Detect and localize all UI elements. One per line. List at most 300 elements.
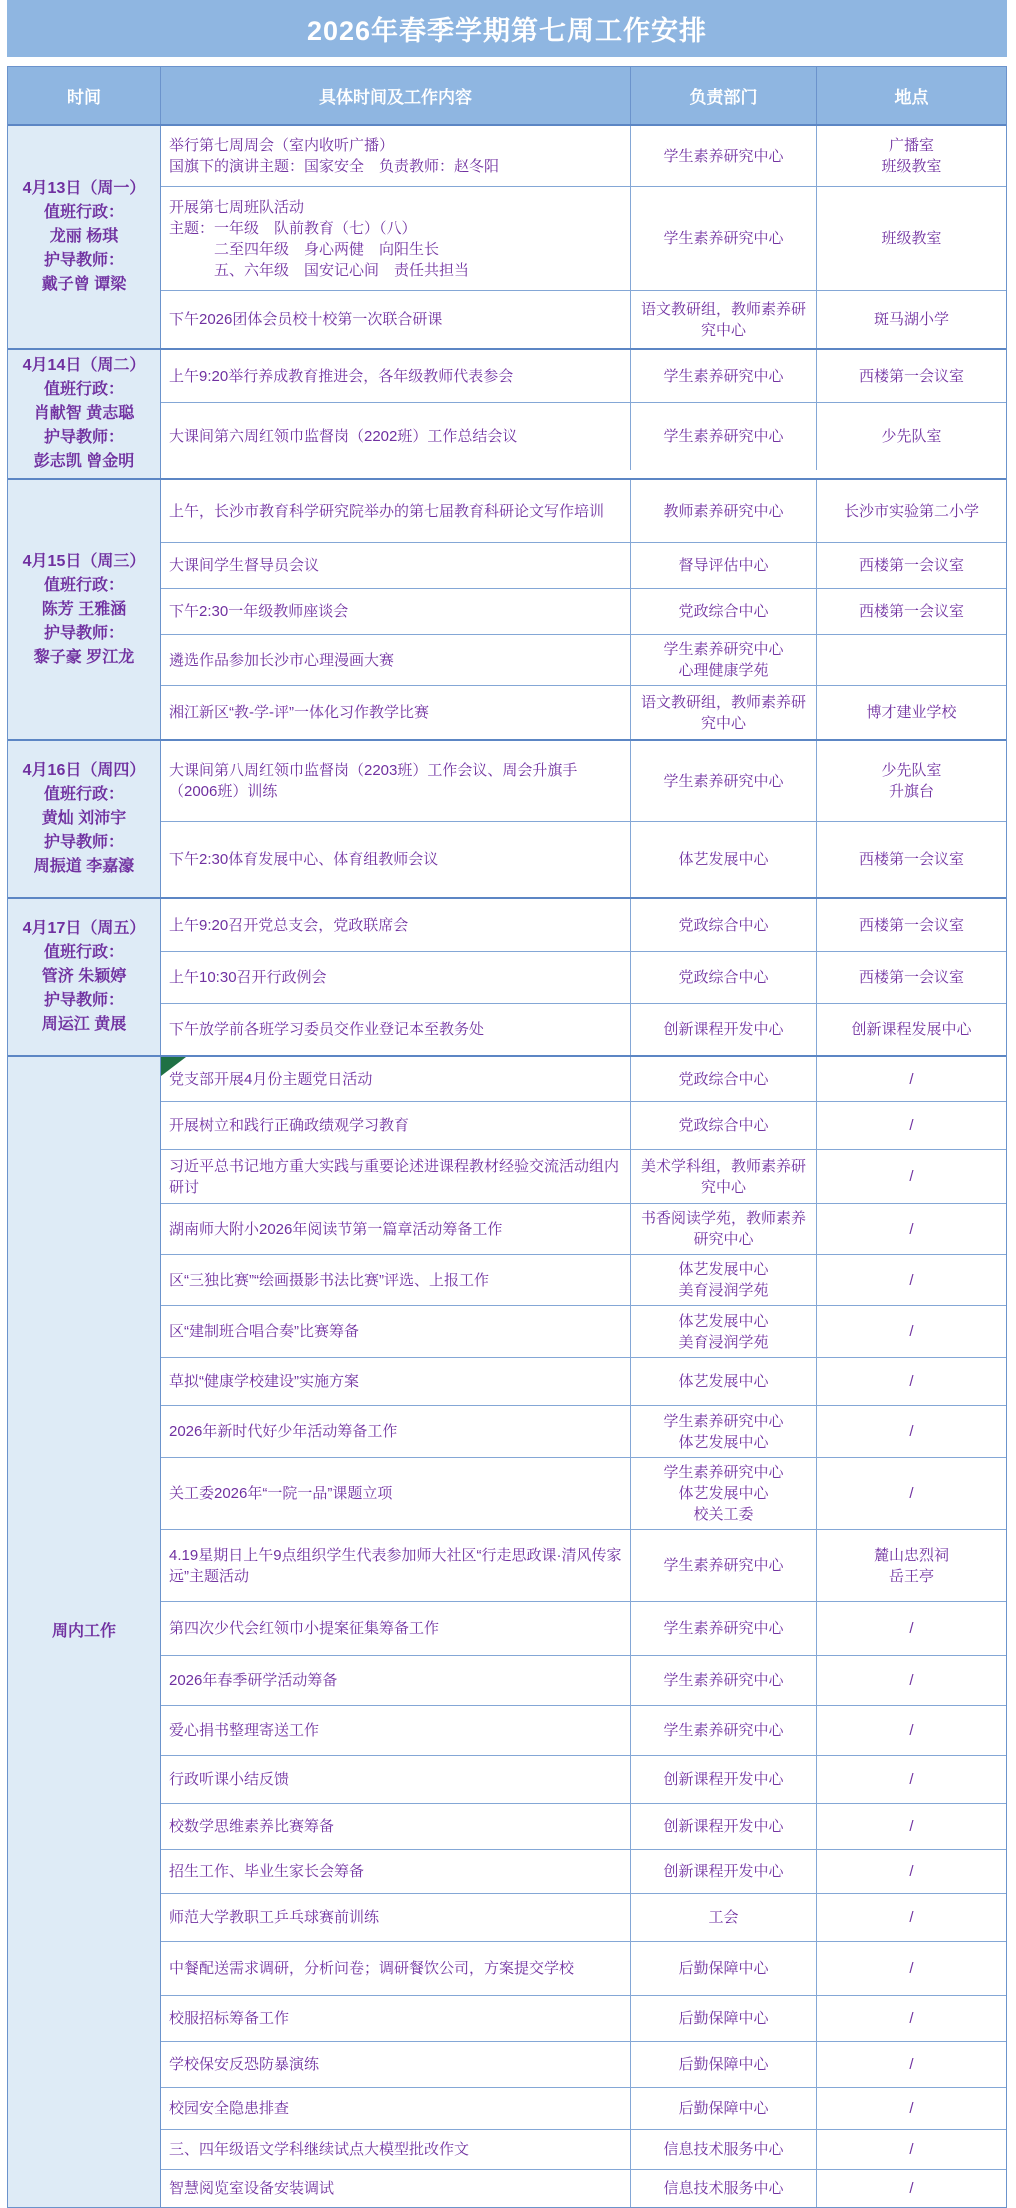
dept-cell (631, 686, 817, 739)
task-text: 第四次少代会红领巾小提案征集筹备工作 (169, 1620, 440, 1637)
task-text: 大课间学生督导员会议 (169, 557, 320, 574)
task-text: 行政听课小结反馈 (169, 1771, 290, 1788)
location-cell (817, 1458, 1006, 1529)
location-text: / (909, 1863, 914, 1880)
task-cell (161, 1458, 631, 1529)
day-label-line: 护导教师： (43, 992, 124, 1009)
task-cell (161, 2130, 631, 2169)
day-label-cell (8, 1057, 161, 2207)
location-text: / (909, 2056, 914, 2073)
task-cell (161, 741, 631, 821)
dept-cell (631, 1150, 817, 1203)
table-row (161, 126, 1006, 186)
location-cell (817, 899, 1006, 951)
day-label-line: 彭志凯 曾金明 (33, 453, 135, 470)
day-label-line: 值班行政： (43, 204, 124, 221)
dept-cell (631, 187, 817, 290)
location-cell (817, 187, 1006, 290)
day-label-line: 护导教师： (43, 834, 124, 851)
day-label-line: 值班行政： (43, 576, 124, 594)
location-cell (817, 126, 1006, 186)
day-label-line: 值班行政： (43, 944, 124, 961)
table-row (161, 1357, 1006, 1405)
dept-text: 学生素养研究中心 (663, 1722, 784, 1739)
table-row (161, 1405, 1006, 1457)
task-text: 区“建制班合唱合奏”比赛筹备 (169, 1323, 359, 1340)
location-text: 西楼第一会议室 (858, 969, 964, 986)
location-text: / (909, 1323, 914, 1340)
dept-cell (631, 1656, 817, 1705)
dept-text: 党政综合中心 (678, 1070, 769, 1088)
task-text: 上午9:20举行养成教育推进会，各年级教师代表参会 (169, 367, 514, 385)
task-text: 2026年新时代好少年活动筹备工作 (169, 1423, 398, 1440)
location-cell (817, 952, 1006, 1003)
task-cell (161, 1706, 631, 1755)
task-text: 区“三独比赛”“绘画摄影书法比赛”评选、上报工作 (169, 1271, 489, 1289)
dept-text: 美育浸润学苑 (678, 1333, 769, 1351)
location-text: / (909, 1960, 914, 1977)
dept-cell (631, 2042, 817, 2087)
location-text: / (909, 1620, 914, 1637)
task-cell (161, 1204, 631, 1254)
dept-text: 体艺发展中心 (678, 1261, 769, 1278)
location-text: 西楼第一会议室 (858, 603, 964, 620)
location-text: 升旗台 (888, 783, 934, 800)
dept-text: 体艺发展中心 (678, 1485, 769, 1502)
task-cell (161, 635, 631, 685)
header-location: 地点 (894, 88, 929, 107)
dept-cell (631, 1894, 817, 1941)
task-text: 学校保安反恐防暴演练 (169, 2056, 320, 2073)
dept-cell (631, 1602, 817, 1655)
dept-text: 督导评估中心 (678, 557, 769, 574)
day-label-cell (8, 126, 161, 348)
table-row (161, 542, 1006, 588)
dept-cell (631, 1458, 817, 1529)
table-row (161, 2087, 1006, 2129)
table-row (161, 1529, 1006, 1601)
task-cell (161, 1406, 631, 1457)
task-text: 习近平总书记地方重大实践与重要论述进课程教材经验交流活动组内研讨 (169, 1157, 620, 1196)
location-text: / (909, 1220, 914, 1238)
task-cell (161, 1530, 631, 1601)
location-text: 创新课程发展中心 (851, 1021, 972, 1038)
dept-cell (631, 1102, 817, 1149)
dept-text: 学生素养研究中心 (663, 428, 784, 445)
task-cell (161, 589, 631, 634)
task-text: 国旗下的演讲主题：国家安全 负责教师：赵冬阳 (169, 158, 500, 175)
dept-text: 后勤保障中心 (678, 2010, 769, 2027)
table-row (161, 1254, 1006, 1305)
location-cell (817, 2130, 1006, 2169)
day-label-line: 护导教师： (43, 429, 124, 446)
dept-text: 党政综合中心 (678, 603, 769, 620)
day-label-cell (8, 741, 161, 897)
location-cell (817, 403, 1006, 470)
table-row (161, 1849, 1006, 1893)
dept-text: 语文教研组，教师素养研究中心 (640, 300, 806, 339)
title-divider (7, 57, 1007, 66)
task-cell (161, 1756, 631, 1803)
day-label-line: 周运江 黄展 (41, 1016, 127, 1033)
task-text: 遴选作品参加长沙市心理漫画大赛 (169, 651, 395, 669)
location-cell (817, 1804, 1006, 1849)
location-text: / (909, 2180, 914, 2197)
table-row (161, 1655, 1006, 1705)
location-text: 西楼第一会议室 (858, 557, 964, 574)
section-rows (161, 741, 1006, 897)
task-text: 下午2026团体会员校十校第一次联合研课 (169, 311, 443, 328)
location-text: 西楼第一会议室 (858, 367, 964, 385)
location-text: / (909, 2100, 914, 2117)
location-text: 班级教室 (881, 158, 942, 175)
task-text: 开展第七周班队活动 (169, 198, 305, 216)
task-cell (161, 2042, 631, 2087)
location-text: / (909, 1771, 914, 1788)
task-text: 湖南师大附小2026年阅读节第一篇章活动筹备工作 (169, 1220, 503, 1238)
location-text: / (909, 1672, 914, 1689)
task-text: 校服招标筹备工作 (169, 2010, 290, 2027)
location-text: 少先队室 (881, 428, 942, 445)
day-label-line: 4月14日（周二） (22, 357, 146, 374)
dept-text: 美术学科组，教师素养研究中心 (640, 1157, 806, 1196)
task-cell (161, 1996, 631, 2041)
dept-cell (631, 1530, 817, 1601)
task-cell (161, 1602, 631, 1655)
dept-cell (631, 589, 817, 634)
location-cell (817, 350, 1006, 402)
task-cell (161, 1306, 631, 1357)
dept-cell (631, 635, 817, 685)
page-title: 2026年春季学期第七周工作安排 (7, 0, 1007, 57)
dept-cell (631, 1706, 817, 1755)
task-text: 党支部开展4月份主题党日活动 (169, 1070, 373, 1088)
location-cell (817, 741, 1006, 821)
table-row (161, 402, 1006, 470)
location-text: / (909, 1271, 914, 1289)
day-label-line: 周内工作 (51, 1623, 116, 1640)
location-cell (817, 291, 1006, 348)
location-text: 西楼第一会议室 (858, 916, 964, 934)
location-text: 长沙市实验第二小学 (843, 502, 979, 520)
task-text: 二至四年级 身心两健 向阳生长 (169, 240, 440, 258)
task-text: 智慧阅览室设备安装调试 (169, 2180, 335, 2197)
location-cell (817, 1406, 1006, 1457)
task-text: 开展树立和践行正确政绩观学习教育 (169, 1117, 410, 1134)
location-cell (817, 1150, 1006, 1203)
location-text: 少先队室 (881, 762, 942, 779)
dept-cell (631, 403, 817, 470)
task-text: 湘江新区“教-学-评”一体化习作教学比赛 (169, 704, 429, 721)
day-section (8, 897, 1006, 1055)
dept-text: 党政综合中心 (678, 1117, 769, 1134)
location-cell (817, 1530, 1006, 1601)
task-cell (161, 1850, 631, 1893)
task-cell (161, 1102, 631, 1149)
task-text: 爱心捐书整理寄送工作 (169, 1722, 320, 1739)
dept-cell (631, 952, 817, 1003)
dept-cell (631, 1942, 817, 1995)
location-cell (817, 2088, 1006, 2129)
task-text: 上午10:30召开行政例会 (169, 969, 327, 986)
location-cell (817, 822, 1006, 897)
table-row (161, 821, 1006, 897)
dept-text: 美育浸润学苑 (678, 1282, 769, 1299)
dept-cell (631, 1057, 817, 1101)
location-cell (817, 1004, 1006, 1055)
dept-cell (631, 291, 817, 348)
task-text: 下午2:30体育发展中心、体育组教师会议 (169, 851, 439, 868)
dept-text: 后勤保障中心 (678, 2056, 769, 2073)
location-cell (817, 1996, 1006, 2041)
task-text: 下午放学前各班学习委员交作业登记本至教务处 (169, 1021, 485, 1038)
dept-cell (631, 1204, 817, 1254)
day-label-line: 陈芳 王雅涵 (41, 600, 127, 618)
location-cell (817, 1706, 1006, 1755)
task-cell (161, 899, 631, 951)
dept-text: 校关工委 (693, 1506, 754, 1523)
schedule-table (7, 66, 1007, 2208)
dept-text: 语文教研组，教师素养研究中心 (640, 693, 806, 732)
dept-cell (631, 1406, 817, 1457)
task-text: 上午，长沙市教育科学研究院举办的第七届教育科研论文写作培训 (169, 502, 605, 520)
task-text: 三、四年级语文学科继续试点大模型批改作文 (169, 2141, 470, 2158)
location-text: 麓山忠烈祠 (873, 1546, 949, 1564)
location-text: / (909, 1722, 914, 1739)
table-row (161, 1893, 1006, 1941)
table-row (161, 1995, 1006, 2041)
location-text: 班级教室 (881, 230, 942, 247)
day-label-line: 黎子豪 罗江龙 (33, 648, 135, 666)
location-cell (817, 1850, 1006, 1893)
dept-cell (631, 1306, 817, 1357)
task-cell (161, 1656, 631, 1705)
table-row (161, 1305, 1006, 1357)
dept-cell (631, 126, 817, 186)
dept-text: 创新课程开发中心 (663, 1771, 784, 1788)
task-cell (161, 1255, 631, 1305)
task-text: 上午9:20召开党总支会，党政联席会 (169, 916, 409, 934)
location-cell (817, 1656, 1006, 1705)
task-text: 中餐配送需求调研，分析问卷；调研餐饮公司，方案提交学校 (169, 1960, 575, 1977)
location-cell (817, 1756, 1006, 1803)
dept-cell (631, 2088, 817, 2129)
weekly-section (8, 1055, 1006, 2207)
task-cell (161, 2170, 631, 2207)
dept-text: 信息技术服务中心 (663, 2180, 784, 2197)
table-row (161, 1003, 1006, 1055)
location-text: 斑马湖小学 (873, 311, 949, 328)
table-row (161, 2169, 1006, 2207)
dept-text: 创新课程开发中心 (663, 1863, 784, 1880)
location-text: 西楼第一会议室 (858, 851, 964, 868)
task-cell (161, 1804, 631, 1849)
task-cell (161, 350, 631, 402)
day-label-line: 龙丽 杨琪 (49, 228, 119, 245)
dept-cell (631, 1804, 817, 1849)
dept-text: 学生素养研究中心 (663, 641, 784, 658)
task-text: 关工委2026年“一院一品”课题立项 (169, 1485, 393, 1502)
day-label-line: 护导教师： (43, 624, 124, 642)
location-text: / (909, 2141, 914, 2158)
task-cell (161, 1942, 631, 1995)
dept-cell (631, 480, 817, 542)
location-cell (817, 1942, 1006, 1995)
location-cell (817, 635, 1006, 685)
table-row (161, 1601, 1006, 1655)
location-cell (817, 2042, 1006, 2087)
location-text: / (909, 1070, 914, 1088)
location-cell (817, 1102, 1006, 1149)
table-row (161, 1101, 1006, 1149)
dept-text: 心理健康学苑 (678, 662, 769, 679)
task-cell (161, 1358, 631, 1405)
location-cell (817, 1204, 1006, 1254)
day-section (8, 348, 1006, 478)
location-text: 岳王亭 (888, 1567, 934, 1585)
dept-cell (631, 350, 817, 402)
task-text: 校园安全隐患排查 (169, 2100, 290, 2117)
dept-cell (631, 899, 817, 951)
location-text: / (909, 1168, 914, 1185)
dept-text: 学生素养研究中心 (663, 367, 784, 385)
table-row (161, 1149, 1006, 1203)
section-rows (161, 126, 1006, 348)
dept-text: 后勤保障中心 (678, 2100, 769, 2117)
section-rows (161, 899, 1006, 1055)
header-department: 负责部门 (631, 67, 817, 124)
location-cell (817, 543, 1006, 588)
task-cell (161, 403, 631, 470)
task-cell (161, 686, 631, 739)
location-cell (817, 686, 1006, 739)
day-label-line: 值班行政： (43, 786, 124, 803)
location-text: 广播室 (888, 137, 934, 154)
task-cell (161, 1894, 631, 1941)
dept-text: 书香阅读学苑，教师素养研究中心 (640, 1210, 806, 1248)
table-row (161, 1057, 1006, 1101)
location-cell (817, 2170, 1006, 2207)
task-cell (161, 187, 631, 290)
table-row (161, 1705, 1006, 1755)
task-cell (161, 952, 631, 1003)
day-section (8, 739, 1006, 897)
dept-text: 学生素养研究中心 (663, 1464, 784, 1481)
dept-text: 学生素养研究中心 (663, 230, 784, 247)
task-cell (161, 1057, 631, 1101)
dept-text: 工会 (708, 1909, 739, 1926)
table-row (161, 1803, 1006, 1849)
task-text: 下午2:30一年级教师座谈会 (169, 603, 349, 620)
table-row (161, 951, 1006, 1003)
dept-text: 体艺发展中心 (678, 1433, 769, 1451)
table-row (161, 2129, 1006, 2169)
dept-text: 教师素养研究中心 (663, 502, 784, 520)
location-text: 博才建业学校 (866, 704, 957, 721)
header-time: 时间 (8, 67, 161, 124)
location-text: / (909, 1485, 914, 1502)
header-content: 具体时间及工作内容 (161, 67, 631, 124)
dept-text: 学生素养研究中心 (663, 772, 784, 790)
task-text: 招生工作、毕业生家长会筹备 (169, 1863, 365, 1880)
table-row (161, 1203, 1006, 1254)
section-rows (161, 480, 1006, 739)
table-row (161, 1941, 1006, 1995)
day-label-line: 4月17日（周五） (22, 920, 146, 937)
dept-text: 学生素养研究中心 (663, 147, 784, 165)
day-label-line: 值班行政： (43, 381, 124, 398)
day-label-cell (8, 480, 161, 739)
table-row (161, 1755, 1006, 1803)
day-label-cell (8, 350, 161, 478)
dept-cell (631, 1996, 817, 2041)
dept-cell (631, 741, 817, 821)
table-row (161, 350, 1006, 402)
dept-text: 创新课程开发中心 (663, 1021, 784, 1038)
location-cell (817, 589, 1006, 634)
dept-text: 创新课程开发中心 (663, 1818, 784, 1835)
day-label-line: 周振道 李嘉濠 (33, 858, 135, 875)
location-text: / (909, 1818, 914, 1835)
location-cell (817, 1358, 1006, 1405)
task-text: 4.19星期日上午9点组织学生代表参加师大社区“行走思政课·清风传家远”主题活动 (169, 1546, 622, 1585)
task-cell (161, 822, 631, 897)
day-label-line: 黄灿 刘沛宇 (41, 810, 127, 827)
table-row (161, 588, 1006, 634)
location-text: / (909, 1423, 914, 1440)
day-section (8, 124, 1006, 348)
location-cell (817, 1057, 1006, 1101)
day-label-line: 4月16日（周四） (22, 762, 146, 779)
dept-cell (631, 2130, 817, 2169)
task-text: 草拟“健康学校建设”实施方案 (169, 1373, 359, 1390)
location-text: / (909, 1117, 914, 1134)
table-row (161, 685, 1006, 739)
dept-cell (631, 1756, 817, 1803)
day-label-line: 护导教师： (43, 252, 124, 269)
comment-marker-icon (161, 1057, 186, 1076)
dept-text: 学生素养研究中心 (663, 1672, 784, 1689)
task-cell (161, 126, 631, 186)
dept-text: 党政综合中心 (678, 969, 769, 986)
dept-cell (631, 1850, 817, 1893)
dept-text: 学生素养研究中心 (663, 1412, 784, 1430)
dept-text: 学生素养研究中心 (663, 1620, 784, 1637)
task-text: 大课间第六周红领巾监督岗（2202班）工作总结会议 (169, 428, 518, 445)
dept-cell (631, 1358, 817, 1405)
day-label-line: 4月15日（周三） (22, 552, 146, 570)
day-label-cell (8, 899, 161, 1055)
dept-text: 后勤保障中心 (678, 1960, 769, 1977)
day-label-line: 4月13日（周一） (22, 180, 146, 197)
location-cell (817, 480, 1006, 542)
task-cell (161, 1004, 631, 1055)
day-label-line: 戴子曾 谭梁 (41, 276, 127, 293)
location-text: / (909, 1909, 914, 1926)
table-row (161, 634, 1006, 685)
dept-text: 体艺发展中心 (678, 851, 769, 868)
task-cell (161, 291, 631, 348)
task-text: 五、六年级 国安记心间 责任共担当 (169, 261, 470, 279)
section-rows (161, 1057, 1006, 2207)
task-text: 举行第七周周会（室内收听广播） (169, 137, 395, 154)
location-text: / (909, 2010, 914, 2027)
task-cell (161, 2088, 631, 2129)
location-cell (817, 1602, 1006, 1655)
task-text: 主题：一年级 队前教育（七）（八） (169, 219, 417, 237)
location-cell (817, 1306, 1006, 1357)
table-row (161, 480, 1006, 542)
